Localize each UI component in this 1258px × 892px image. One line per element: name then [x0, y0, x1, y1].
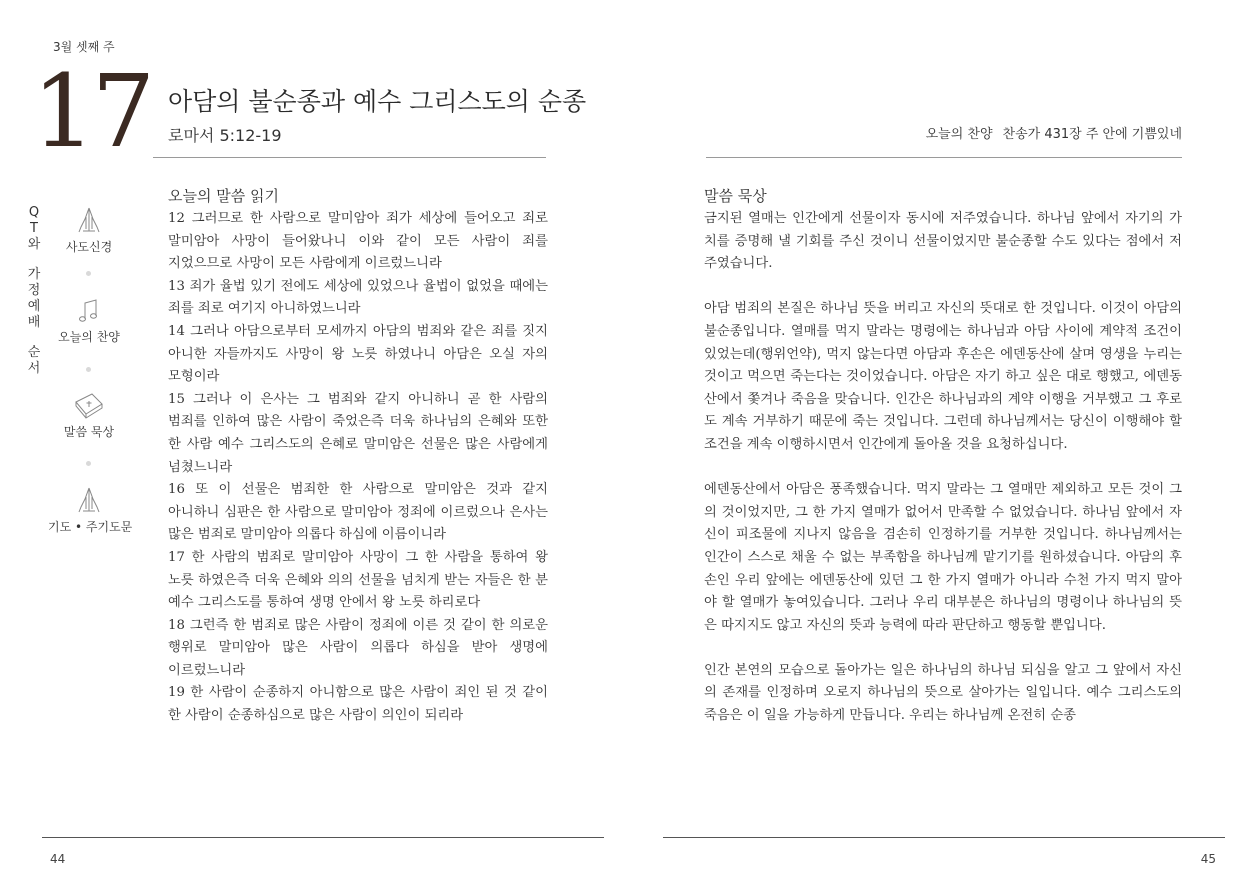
footer-divider-left: [42, 837, 604, 838]
verse: 15 그러나 이 은사는 그 범죄와 같지 아니하니 곧 한 사람의 범죄를 인하여 많은 사람이 죽었은즉 더욱 하나님의 은혜와 또한 한 사람 예수 그리스도의 은혜로 말미암은 선물은 많은 사람에게 넘쳤느니라: [168, 391, 548, 475]
separator-dot: [86, 367, 91, 372]
praying-hands-icon: [74, 205, 104, 235]
page-title: 아담의 불순종과 예수 그리스도의 순종: [168, 87, 587, 116]
vertical-char: T: [30, 221, 38, 236]
vertical-char: 서: [27, 361, 41, 376]
footer-divider-right: [663, 837, 1225, 838]
meditation-paragraph: 인간 본연의 모습으로 돌아가는 일은 하나님의 하나님 되심을 알고 그 앞에서 자신의 존재를 인정하며 오로지 하나님의 뜻으로 살아가는 일입니다. 예수 그리스도의 죽음은 이 일을 가능하게 만듭니다. 우리는 하나님께 온전히 순종: [704, 662, 1182, 724]
sidebar-item-prayer: [48, 485, 133, 535]
verse: 16 또 이 선물은 범죄한 한 사람으로 말미암은 것과 같지 아니하니 심판은 한 사람으로 말미암아 정죄에 이르렀으나 은사는 많은 범죄로 말미암아 의롭다 하심에 이름이니라: [168, 482, 548, 543]
verse: 19 한 사람이 순종하지 아니함으로 많은 사람이 죄인 된 것 같이 한 사람이 순종하심으로 많은 사람이 의인이 되리라: [168, 685, 548, 724]
scripture-reference: 로마서 5:12-19: [168, 126, 282, 145]
meditation-heading: 말씀 묵상: [704, 187, 767, 205]
vertical-char: 와: [27, 237, 41, 252]
meditation-paragraph: 금지된 열매는 인간에게 선물이자 동시에 저주였습니다. 하나님 앞에서 자기의 가치를 증명해 낼 기회를 주신 것이니 선물이었지만 불순종할 수도 있다는 점에서 저주였습니다.: [704, 211, 1182, 272]
day-number: 17: [32, 53, 152, 170]
verse: 18 그런즉 한 범죄로 많은 사람이 정죄에 이른 것 같이 한 의로운 행위로 말미암아 많은 사람이 의롭다 하심을 받아 생명에 이르렀느니라: [168, 617, 548, 678]
verse: 17 한 사람의 범죄로 말미암아 사망이 그 한 사람을 통하여 왕 노릇 하였은즉 더욱 은혜와 의의 선물을 넘치게 받는 자들은 한 분 예수 그리스도를 통하여 생명 안에서 왕 노릇 하리로다: [168, 549, 548, 611]
bible-icon: [72, 390, 106, 420]
week-label: 3월 셋째 주: [53, 40, 115, 54]
separator-dot: [86, 271, 91, 276]
sidebar-item-todays-hymn: [48, 297, 130, 345]
page-number-right: 45: [1200, 852, 1216, 866]
header-divider-right: [706, 157, 1182, 158]
sidebar-item-label: 오늘의 찬양: [58, 330, 120, 344]
meditation-text: [704, 208, 1182, 750]
sidebar-item-meditation: [48, 390, 130, 440]
vertical-gap: [27, 331, 41, 345]
vertical-char: 가: [27, 267, 41, 282]
scripture-heading: 오늘의 말씀 읽기: [168, 187, 279, 205]
sidebar-item-label: 말씀 묵상: [63, 425, 115, 439]
verse: 14 그러나 아담으로부터 모세까지 아담의 범죄와 같은 죄를 짓지 아니한 자들까지도 사망이 왕 노릇 하였나니 아담은 오실 자의 모형이라: [168, 323, 548, 385]
vertical-char: Q: [28, 205, 40, 220]
meditation-paragraph: 아담 범죄의 본질은 하나님 뜻을 버리고 자신의 뜻대로 한 것입니다. 이것이 아담의 불순종입니다. 열매를 먹지 말라는 명령에는 하나님과 아담 사이에 계약적 조건이 있었는데(행위언약), 먹지 않는다면 아담과 후손은 에덴동산에 살며 영생을 누리는 것이고 먹으면 죽는다는 것이었습니다. 아담은 자기 하고 싶은 대로 행했고, 에덴동산에서 쫓겨나 죽음을 맞습니다. 인간은 하나님과의 계약 이행을 거부했고 그 후로도 계속 거부하기 때문에 죽는 것입니다. 그런데 하나님께서는 당신이 이행해야 할 조건을 계속 이행하시면서 인간에게 돌아올 것을 요청하십니다.: [704, 301, 1182, 452]
music-note-icon: [74, 297, 104, 325]
vertical-char: 순: [27, 345, 41, 360]
praying-hands-icon: [74, 485, 104, 515]
sidebar-item-label: 기도 • 주기도문: [48, 520, 133, 534]
sidebar-item-label: 사도신경: [65, 240, 113, 254]
scripture-text: [168, 208, 548, 728]
vertical-char: 예: [27, 299, 41, 314]
vertical-gap: [27, 253, 41, 267]
verse: 12 그러므로 한 사람으로 말미암아 죄가 세상에 들어오고 죄로 말미암아 사망이 들어왔나니 이와 같이 모든 사람이 죄를 지었으므로 사망이 모든 사람에게 이르렀느니라: [168, 211, 548, 272]
header-divider-left: [153, 157, 546, 158]
separator-dot: [86, 461, 91, 466]
vertical-char: 정: [27, 283, 41, 298]
meditation-paragraph: 에덴동산에서 아담은 풍족했습니다. 먹지 말라는 그 열매만 제외하고 모든 것이 그의 것이었지만, 그 한 가지 열매가 없어서 만족할 수 없었습니다. 하나님 앞에서 자신이 피조물에 지나지 않음을 겸손히 인정하기를 거부한 것입니다. 하나님께서는 인간이 스스로 채울 수 없는 부족함을 하나님께 맡기기를 원하셨습니다. 아담의 후손인 우리 앞에는 에덴동산에 있던 그 한 가지 열매가 아니라 수천 가지 먹지 말아야 할 열매가 놓여있습니다. 그러나 우리 대부분은 하나님의 명령이나 하나님의 뜻은 따지지도 않고 자신의 뜻과 능력에 따라 판단하고 행동할 뿐입니다.: [704, 482, 1182, 633]
verse: 13 죄가 율법 있기 전에도 세상에 있었으나 율법이 없었을 때에는 죄를 죄로 여기지 아니하였느니라: [168, 278, 548, 317]
hymn-value: 찬송가 431장 주 안에 기쁨있네: [1002, 127, 1182, 142]
vertical-title: [27, 205, 41, 377]
page-number-left: 44: [50, 852, 66, 866]
vertical-char: 배: [27, 315, 41, 330]
todays-hymn: [926, 123, 1182, 142]
sidebar-item-apostles-creed: [48, 205, 130, 255]
hymn-label: 오늘의 찬양: [925, 127, 993, 142]
